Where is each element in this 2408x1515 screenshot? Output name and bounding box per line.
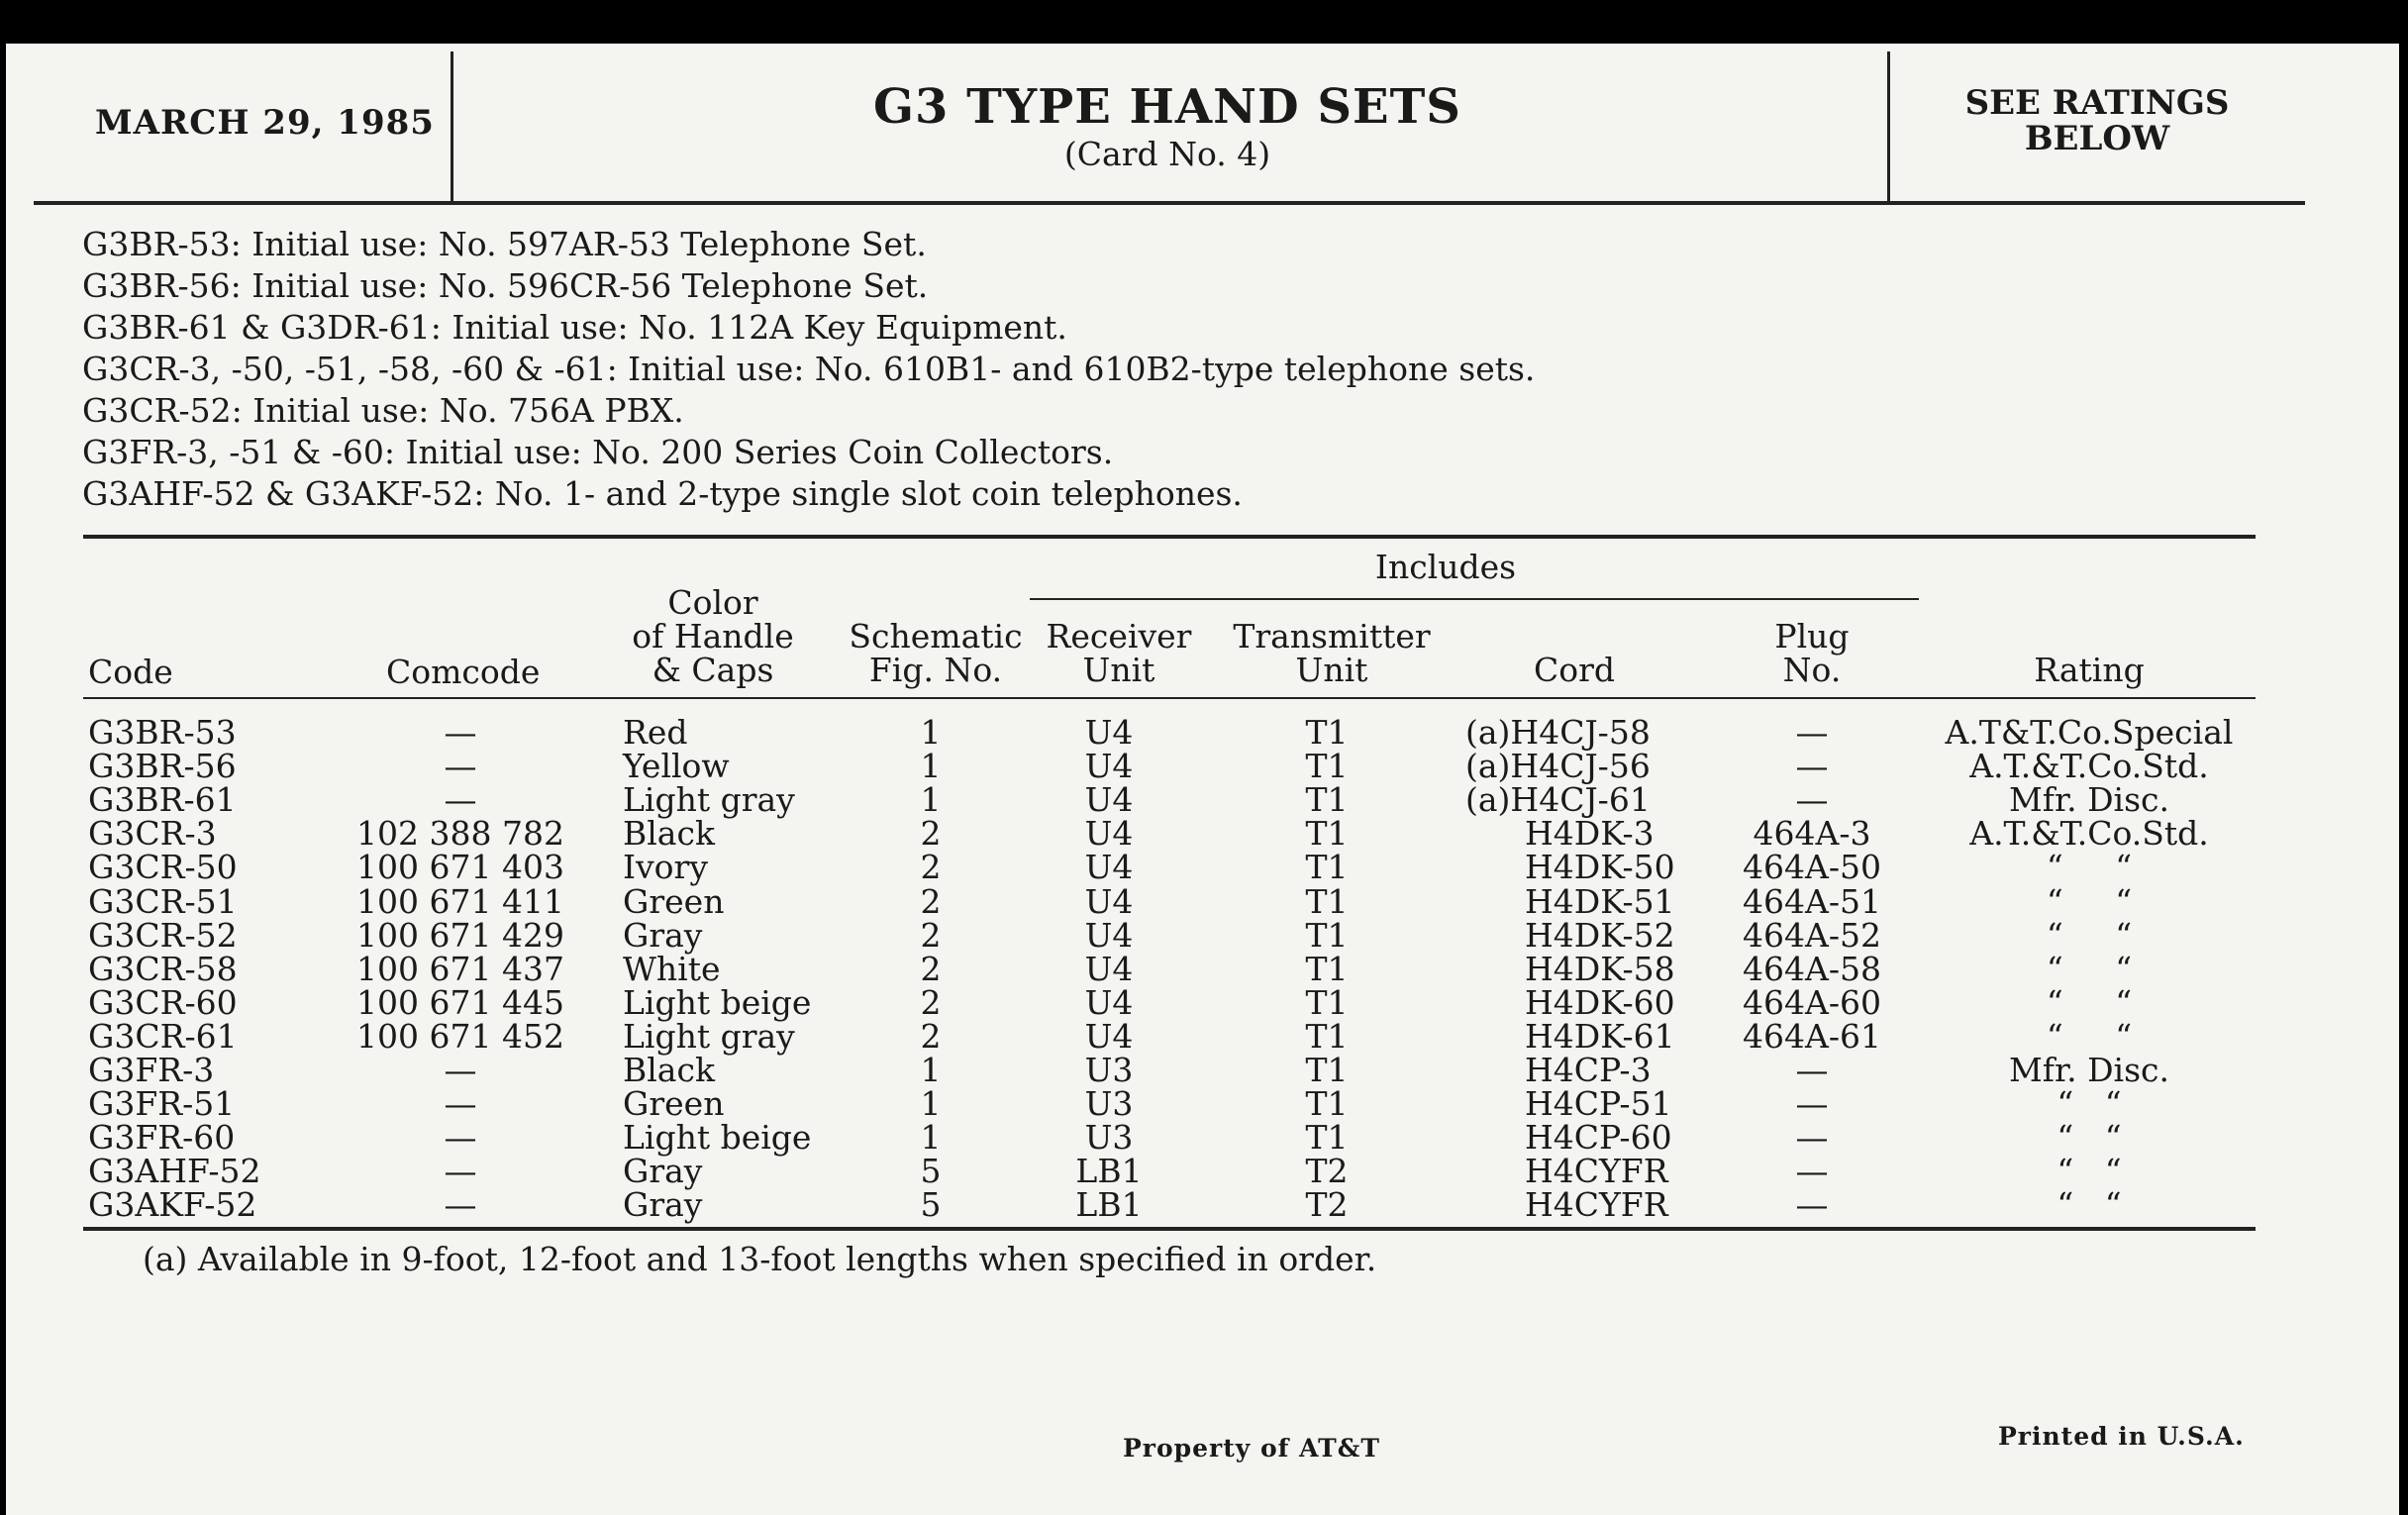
cell-rating: A.T.&T.Co.Std. (1969, 747, 2209, 786)
cell-code: G3CR-51 (88, 881, 238, 921)
cell-plug: 464A-52 (1743, 915, 1881, 955)
cell-recv: U4 (1084, 848, 1134, 887)
cell-plug: — (1795, 713, 1829, 752)
note-line: G3BR-61 & G3DR-61: Initial use: No. 112A Key Equipment. (82, 308, 1067, 347)
cell-rating: “ “ (2046, 881, 2133, 921)
cell-plug: — (1795, 1051, 1829, 1089)
cell-plug: 464A-61 (1743, 1016, 1881, 1056)
cell-cord: H4DK-50 (1525, 848, 1675, 887)
cell-recv: LB1 (1075, 1152, 1143, 1191)
cell-fig: 2 (920, 1016, 942, 1056)
cell-code: G3AHF-52 (88, 1152, 261, 1191)
cell-rating: “ “ (2057, 1152, 2122, 1191)
cell-trans: T1 (1305, 915, 1349, 955)
includes-rule (1030, 598, 1919, 600)
cell-color: Gray (623, 1185, 703, 1225)
cell-code: G3BR-61 (88, 780, 237, 820)
col-color-line1: Color (667, 583, 758, 622)
col-comcode: Comcode (386, 653, 541, 691)
cell-code: G3CR-58 (88, 949, 238, 988)
cell-trans: T1 (1305, 1084, 1349, 1124)
cell-rating: A.T&T.Co.Special (1945, 713, 2234, 752)
cell-comcode: 100 671 429 (356, 915, 564, 955)
note-line: G3CR-3, -50, -51, -58, -60 & -61: Initial use: No. 610B1- and 610B2-type telephone sets. (82, 350, 1536, 388)
cell-trans: T1 (1305, 780, 1349, 820)
header-rule (34, 201, 2305, 205)
note-line: G3CR-52: Initial use: No. 756A PBX. (82, 391, 684, 430)
cell-cord: (a)H4CJ-61 (1465, 780, 1651, 820)
cell-trans: T1 (1305, 1051, 1349, 1089)
cell-comcode: — (444, 1051, 477, 1089)
cell-fig: 1 (920, 1118, 942, 1158)
cell-comcode: — (444, 747, 477, 786)
cell-comcode: 102 388 782 (356, 814, 564, 854)
cell-comcode: 100 671 452 (356, 1016, 564, 1056)
cell-comcode: 100 671 411 (356, 881, 564, 921)
cell-plug: — (1795, 1118, 1829, 1158)
cell-rating: A.T.&T.Co.Std. (1969, 814, 2209, 854)
cell-rating: Mfr. Disc. (2008, 780, 2170, 820)
cell-code: G3BR-56 (88, 747, 237, 786)
cell-color: Black (623, 1051, 715, 1089)
printed-notice: Printed in U.S.A. (1998, 1422, 2245, 1451)
cell-recv: U3 (1084, 1084, 1134, 1124)
includes-label: Includes (1374, 548, 1517, 586)
cell-cord: H4DK-51 (1525, 881, 1675, 921)
col-rating: Rating (2034, 651, 2145, 689)
cell-rating: “ “ (2057, 1084, 2122, 1124)
cell-cord: H4DK-61 (1525, 1016, 1675, 1056)
col-color-line3: & Caps (652, 651, 774, 689)
cell-trans: T1 (1305, 949, 1349, 988)
cell-comcode: — (444, 713, 477, 752)
col-plug-line2: No. (1782, 651, 1842, 689)
cell-recv: U4 (1084, 881, 1134, 921)
cell-recv: U4 (1084, 713, 1134, 752)
cell-fig: 2 (920, 949, 942, 988)
cell-recv: U4 (1084, 915, 1134, 955)
cell-color: Light gray (623, 1016, 795, 1056)
cell-code: G3BR-53 (88, 713, 237, 752)
cell-color: Green (623, 881, 725, 921)
col-cord: Cord (1533, 651, 1616, 689)
cell-color: Red (623, 713, 688, 752)
cell-code: G3FR-51 (88, 1084, 236, 1124)
cell-fig: 1 (920, 713, 942, 752)
note-line: G3FR-3, -51 & -60: Initial use: No. 200 Series Coin Collectors. (82, 433, 1114, 471)
cell-rating: Mfr. Disc. (2008, 1051, 2170, 1089)
cell-fig: 1 (920, 747, 942, 786)
usage-notes (82, 224, 1535, 515)
cell-comcode: — (444, 780, 477, 820)
cell-color: Gray (623, 915, 703, 955)
col-schematic-line1: Schematic (849, 617, 1023, 656)
cell-fig: 1 (920, 1051, 942, 1089)
col-color (594, 583, 832, 689)
cell-plug: 464A-3 (1753, 814, 1871, 854)
ratings-note-line1: SEE RATINGS (1964, 83, 2230, 123)
cell-color: Light beige (623, 982, 812, 1022)
cell-fig: 2 (920, 915, 942, 955)
ratings-note-line2: BELOW (2024, 119, 2170, 158)
cell-trans: T1 (1305, 982, 1349, 1022)
cell-trans: T1 (1305, 1016, 1349, 1056)
cell-fig: 2 (920, 982, 942, 1022)
cell-color: Ivory (623, 848, 708, 887)
cell-color: Light beige (623, 1118, 812, 1158)
col-receiver-line1: Receiver (1046, 617, 1192, 656)
cell-plug: — (1795, 747, 1829, 786)
cell-plug: 464A-60 (1743, 982, 1881, 1022)
cell-recv: U3 (1084, 1051, 1134, 1089)
cell-cord: (a)H4CJ-56 (1465, 747, 1651, 786)
cell-color: Yellow (623, 747, 730, 786)
property-notice: Property of AT&T (1123, 1434, 1380, 1463)
cell-cord: H4CYFR (1525, 1185, 1668, 1225)
cell-rating: “ “ (2046, 949, 2133, 988)
cell-comcode: 100 671 445 (356, 982, 564, 1022)
table-top-rule (83, 535, 2256, 539)
cell-cord: H4DK-3 (1525, 814, 1655, 854)
col-schematic (842, 617, 1030, 689)
cell-color: Black (623, 814, 715, 854)
cell-code: G3FR-60 (88, 1118, 236, 1158)
cell-code: G3CR-52 (88, 915, 238, 955)
cell-plug: 464A-51 (1743, 881, 1881, 921)
cell-trans: T2 (1305, 1152, 1349, 1191)
cell-fig: 2 (920, 848, 942, 887)
cell-cord: H4DK-52 (1525, 915, 1675, 955)
cell-recv: LB1 (1075, 1185, 1143, 1225)
cell-cord: (a)H4CJ-58 (1465, 713, 1651, 752)
cell-trans: T1 (1305, 713, 1349, 752)
cell-trans: T1 (1305, 814, 1349, 854)
header-bottom-rule (83, 697, 2256, 699)
cell-trans: T2 (1305, 1185, 1349, 1225)
cell-comcode: — (444, 1152, 477, 1191)
cell-recv: U4 (1084, 1016, 1134, 1056)
cell-code: G3AKF-52 (88, 1185, 257, 1225)
cell-code: G3CR-50 (88, 848, 238, 887)
cell-code: G3CR-61 (88, 1016, 238, 1056)
page-title: G3 TYPE HAND SETS (873, 79, 1461, 135)
cell-cord: H4CP-3 (1525, 1051, 1652, 1089)
cell-comcode: — (444, 1118, 477, 1158)
cell-cord: H4CYFR (1525, 1152, 1668, 1191)
ratings-note (1889, 85, 2305, 156)
cell-recv: U4 (1084, 949, 1134, 988)
col-code: Code (88, 653, 173, 691)
col-receiver-line2: Unit (1082, 651, 1155, 689)
cell-plug: — (1795, 780, 1829, 820)
table-bottom-rule (83, 1227, 2256, 1231)
cell-trans: T1 (1305, 1118, 1349, 1158)
card-number: (Card No. 4) (1063, 135, 1271, 173)
cell-color: Light gray (623, 780, 795, 820)
cell-code: G3FR-3 (88, 1051, 215, 1089)
cell-fig: 2 (920, 881, 942, 921)
cell-recv: U3 (1084, 1118, 1134, 1158)
cell-fig: 1 (920, 1084, 942, 1124)
cell-recv: U4 (1084, 982, 1134, 1022)
cell-trans: T1 (1305, 848, 1349, 887)
cell-comcode: — (444, 1185, 477, 1225)
cell-rating: “ “ (2057, 1185, 2122, 1225)
cell-plug: — (1795, 1152, 1829, 1191)
col-schematic-line2: Fig. No. (868, 651, 1003, 689)
cell-color: Gray (623, 1152, 703, 1191)
cell-rating: “ “ (2057, 1118, 2122, 1158)
note-line: G3BR-56: Initial use: No. 596CR-56 Telephone Set. (82, 266, 929, 305)
col-transmitter (1213, 617, 1451, 689)
cell-trans: T1 (1305, 881, 1349, 921)
cell-color: White (623, 949, 721, 988)
cell-cord: H4CP-51 (1525, 1084, 1672, 1124)
cell-fig: 5 (920, 1152, 942, 1191)
cell-rating: “ “ (2046, 848, 2133, 887)
col-transmitter-line2: Unit (1295, 651, 1368, 689)
cell-cord: H4CP-60 (1525, 1118, 1672, 1158)
cell-rating: “ “ (2046, 982, 2133, 1022)
cell-fig: 1 (920, 780, 942, 820)
cell-code: G3CR-60 (88, 982, 238, 1022)
col-plug-line1: Plug (1774, 617, 1850, 656)
cell-plug: 464A-50 (1743, 848, 1881, 887)
col-transmitter-line1: Transmitter (1233, 617, 1431, 656)
cell-fig: 2 (920, 814, 942, 854)
col-plug (1723, 617, 1901, 689)
footnote: (a) Available in 9-foot, 12-foot and 13-foot lengths when specified in order. (143, 1240, 1377, 1278)
cell-plug: 464A-58 (1743, 949, 1881, 988)
cell-plug: — (1795, 1084, 1829, 1124)
cell-color: Green (623, 1084, 725, 1124)
note-line: G3AHF-52 & G3AKF-52: No. 1- and 2-type single slot coin telephones. (82, 474, 1243, 513)
cell-comcode: 100 671 403 (356, 848, 564, 887)
cell-comcode: — (444, 1084, 477, 1124)
note-line: G3BR-53: Initial use: No. 597AR-53 Telephone Set. (82, 225, 927, 263)
cell-cord: H4DK-60 (1525, 982, 1675, 1022)
cell-code: G3CR-3 (88, 814, 217, 854)
cell-rating: “ “ (2046, 915, 2133, 955)
cell-recv: U4 (1084, 814, 1134, 854)
cell-trans: T1 (1305, 747, 1349, 786)
cell-cord: H4DK-58 (1525, 949, 1675, 988)
cell-fig: 5 (920, 1185, 942, 1225)
cell-plug: — (1795, 1185, 1829, 1225)
col-receiver (1030, 617, 1208, 689)
cell-comcode: 100 671 437 (356, 949, 564, 988)
cell-recv: U4 (1084, 747, 1134, 786)
cell-rating: “ “ (2046, 1016, 2133, 1056)
card-date: MARCH 29, 1985 (95, 103, 435, 143)
cell-recv: U4 (1084, 780, 1134, 820)
col-color-line2: of Handle (632, 617, 794, 656)
